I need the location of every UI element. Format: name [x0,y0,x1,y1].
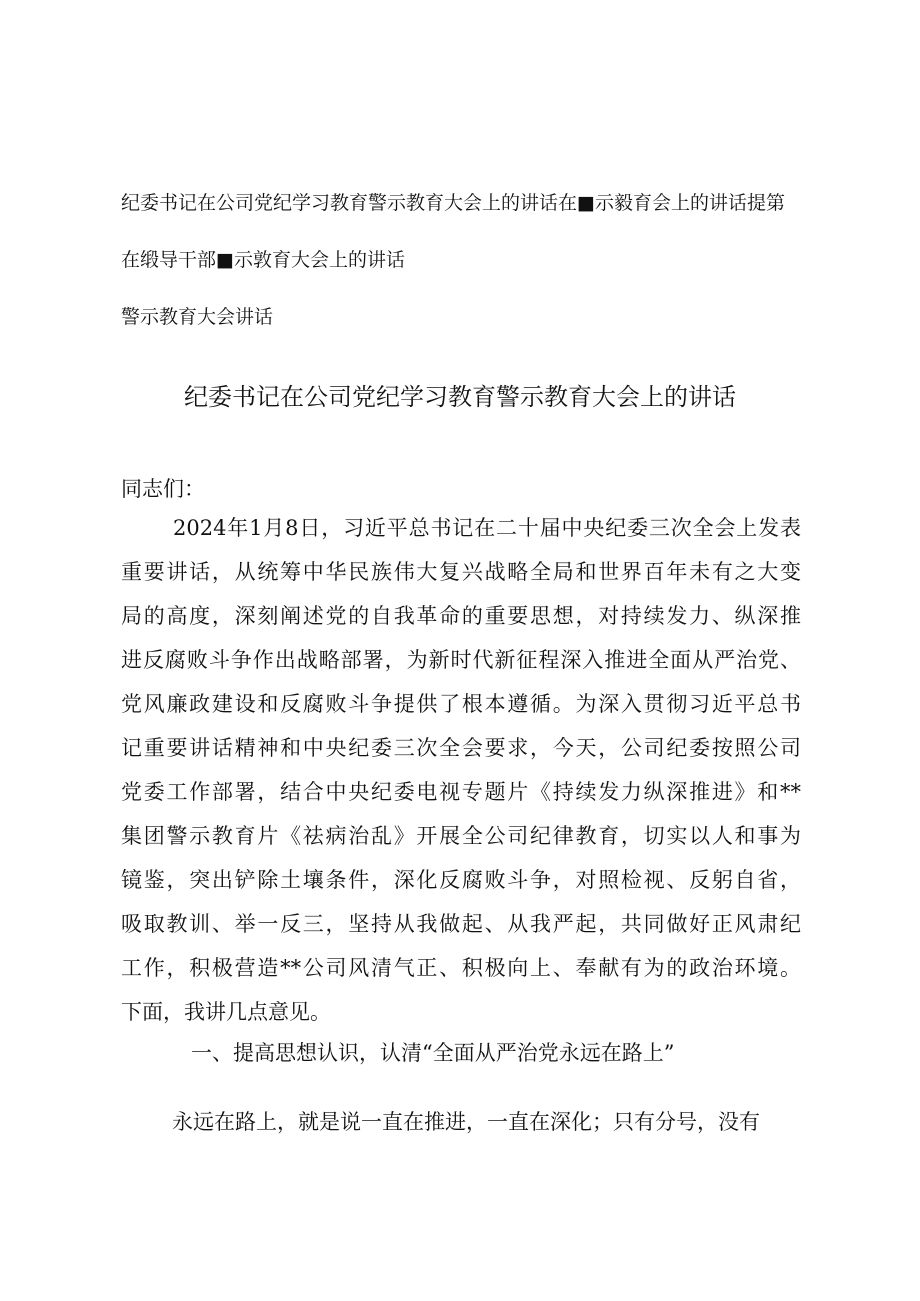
document-title: 纪委书记在公司党纪学习教育警示教育大会上的讲话 [184,383,736,411]
paragraph-1-line: 工作，积极营造**公司风清气正、积极向上、奉献有为的政治环境。 [121,956,801,980]
section-heading-1: 一、提高思想认识，认清“全面从严治党永远在路上” [191,1041,675,1065]
paragraph-2: 永远在路上，就是说一直在推进，一直在深化；只有分号，没有 [172,1110,760,1134]
paragraph-1-line: 党委工作部署，结合中央纪委电视专题片《持续发力纵深推进》和** [121,780,801,804]
paragraph-1-line: 局的高度，深刻阐述党的自我革命的重要思想，对持续发力、纵深推 [121,604,801,628]
toc-line-1: 纪委书记在公司党纪学习教育警示教育大会上的讲话在■示毅育会上的讲话提第 [121,192,785,214]
paragraph-1-line: 镜鉴，突出铲除土壤条件，深化反腐败斗争，对照检视、反躬自省， [121,868,801,892]
paragraph-1-line: 记重要讲话精神和中央纪委三次全会要求，今天，公司纪委按照公司 [121,736,801,760]
toc-line-2: 在缎导干部■示敦育大会上的讲话 [121,249,405,271]
paragraph-1-line: 重要讲话，从统筹中华民族伟大复兴战略全局和世界百年未有之大变 [121,560,801,584]
paragraph-1-line: 吸取教训、举一反三，坚持从我做起、从我严起，共同做好正风肃纪 [121,912,801,936]
paragraph-1-line: 党风廉政建设和反腐败斗争提供了根本遵循。为深入贯彻习近平总书 [121,692,801,716]
salutation: 同志们： [121,477,205,501]
paragraph-1-line: 进反腐败斗争作出战略部署，为新时代新征程深入推进全面从严治党、 [121,648,801,672]
paragraph-1-line: 2024年1月8日，习近平总书记在二十届中央纪委三次全会上发表 [173,516,801,540]
toc-line-3: 警示教育大会讲话 [121,306,274,328]
paragraph-1-line: 集团警示教育片《祛病治乱》开展全公司纪律教育，切实以人和事为 [121,824,801,848]
paragraph-1-line: 下面，我讲几点意见。 [121,1000,331,1024]
